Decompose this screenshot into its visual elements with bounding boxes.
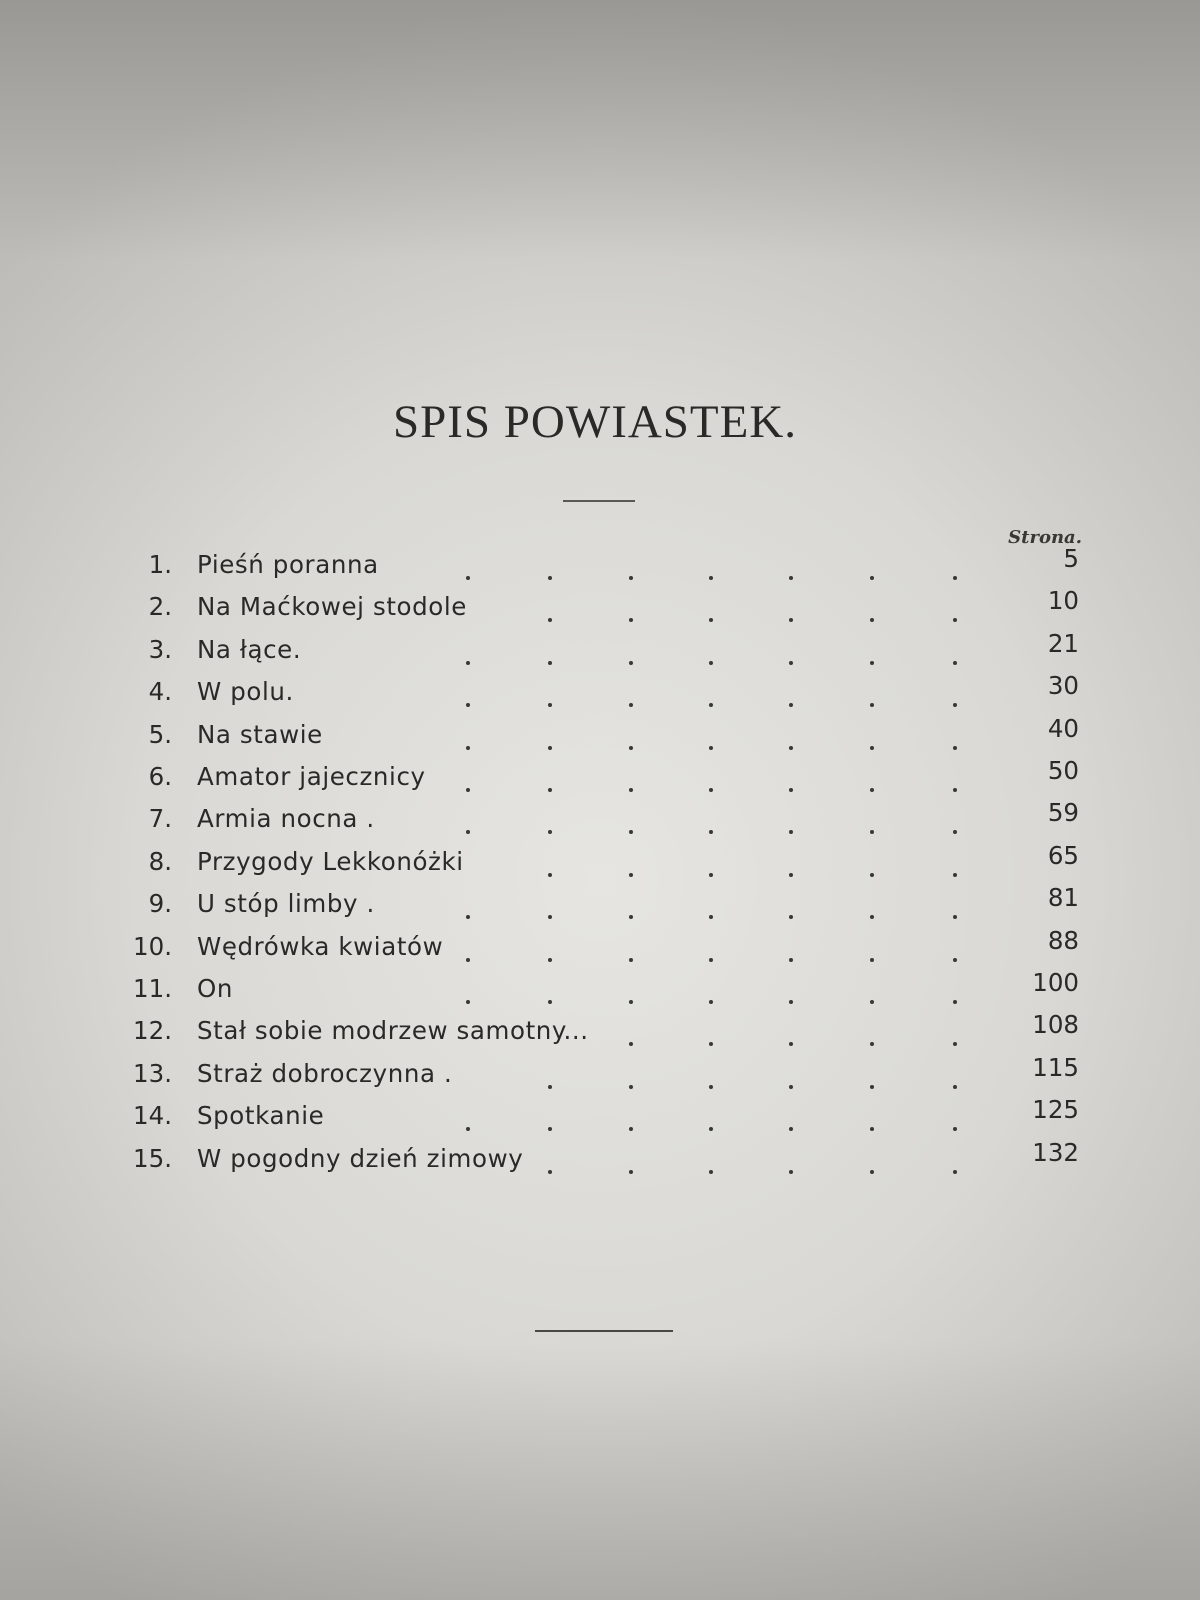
leader-dot — [709, 576, 713, 580]
leader-dot — [709, 915, 713, 919]
leader-dot — [953, 746, 957, 750]
toc-entry — [0, 1137, 1200, 1186]
leader-dot — [953, 915, 957, 919]
leader-dot — [629, 958, 633, 962]
leader-dot — [789, 915, 793, 919]
leader-dot — [548, 1127, 552, 1131]
entry-page-number: 5 — [1063, 544, 1079, 573]
leader-dot — [953, 830, 957, 834]
entry-number: 10. — [133, 931, 172, 961]
leader-dot — [466, 746, 470, 750]
leader-dot — [629, 788, 633, 792]
leader-dot — [953, 1000, 957, 1004]
top-shadow — [0, 0, 1200, 260]
entry-title: Stał sobie modrzew samotny... — [197, 1016, 589, 1046]
leader-dot — [789, 576, 793, 580]
leader-dot — [789, 746, 793, 750]
leader-dot — [953, 958, 957, 962]
leader-dot — [953, 661, 957, 665]
entry-page-number: 108 — [1032, 1010, 1079, 1040]
entry-title: Spotkanie — [197, 1101, 325, 1131]
leader-dot — [466, 1127, 470, 1131]
leader-dot — [870, 1170, 874, 1174]
entry-title: W polu. — [197, 677, 294, 707]
leader-dot — [629, 1085, 633, 1089]
entry-title: Na łące. — [197, 634, 302, 664]
leader-dot — [709, 1042, 713, 1046]
page-title: SPIS POWIASTEK. — [392, 396, 798, 448]
leader-dot — [870, 1042, 874, 1046]
leader-dot — [548, 830, 552, 834]
leader-dot — [953, 1170, 957, 1174]
leader-dot — [709, 958, 713, 962]
leader-dot — [789, 788, 793, 792]
leader-dot — [870, 958, 874, 962]
entry-page-number: 100 — [1032, 968, 1079, 997]
leader-dot — [548, 618, 552, 622]
page-column-label: Strona. — [1008, 527, 1082, 548]
leader-dot — [870, 661, 874, 665]
entry-page-number: 50 — [1047, 756, 1079, 785]
leader-dot — [548, 576, 552, 580]
leader-dot — [548, 746, 552, 750]
leader-dot — [709, 1000, 713, 1004]
entry-page-number: 125 — [1032, 1095, 1079, 1125]
entry-page-number: 115 — [1032, 1052, 1079, 1082]
leader-dot — [870, 618, 874, 622]
leader-dot — [466, 958, 470, 962]
leader-dot — [629, 1042, 633, 1046]
leader-dot — [466, 576, 470, 580]
leader-dot — [629, 1127, 633, 1131]
entry-title: Straż dobroczynna . — [197, 1058, 453, 1088]
leader-dot — [466, 915, 470, 919]
entry-title: Na Maćkowej stodole — [197, 592, 467, 622]
leader-dot — [870, 576, 874, 580]
leader-dot — [629, 830, 633, 834]
leader-dot — [629, 576, 633, 580]
leader-dot — [789, 1127, 793, 1131]
leader-dot — [548, 958, 552, 962]
leader-dot — [870, 1000, 874, 1004]
entry-title: W pogodny dzień zimowy — [197, 1143, 524, 1173]
leader-dot — [548, 915, 552, 919]
leader-dot — [466, 830, 470, 834]
leader-dot — [629, 1170, 633, 1174]
leader-dot — [870, 1085, 874, 1089]
leader-dot — [466, 703, 470, 707]
leader-dot — [629, 618, 633, 622]
leader-dot — [789, 830, 793, 834]
leader-dot — [870, 915, 874, 919]
bottom-shadow — [0, 1340, 1200, 1600]
leader-dot — [709, 618, 713, 622]
entry-page-number: 88 — [1047, 925, 1079, 955]
leader-dot — [709, 1085, 713, 1089]
leader-dot — [629, 703, 633, 707]
entry-number: 5. — [148, 719, 172, 749]
entry-number: 12. — [133, 1016, 172, 1046]
leader-dot — [953, 1042, 957, 1046]
entry-number: 6. — [148, 762, 172, 791]
leader-dot — [548, 1085, 552, 1089]
entry-title: Amator jajecznicy — [197, 762, 426, 791]
leader-dot — [548, 788, 552, 792]
leader-dot — [953, 1085, 957, 1089]
leader-dot — [548, 703, 552, 707]
entry-title: Na stawie — [197, 719, 323, 749]
leader-dot — [629, 873, 633, 877]
entry-page-number: 21 — [1047, 628, 1079, 658]
leader-dot — [466, 788, 470, 792]
leader-dot — [548, 873, 552, 877]
entry-number: 14. — [133, 1101, 172, 1131]
entry-number: 2. — [148, 592, 172, 622]
leader-dot — [548, 1170, 552, 1174]
leader-dot — [953, 576, 957, 580]
leader-dot — [709, 746, 713, 750]
leader-dot — [466, 1000, 470, 1004]
entry-page-number: 40 — [1047, 713, 1079, 743]
leader-dot — [789, 1042, 793, 1046]
leader-dot — [789, 1170, 793, 1174]
entry-title: Armia nocna . — [197, 804, 375, 834]
entry-number: 9. — [148, 889, 172, 919]
entry-number: 13. — [133, 1058, 172, 1088]
leader-dot — [870, 830, 874, 834]
leader-dot — [789, 1000, 793, 1004]
entry-number: 4. — [148, 677, 172, 707]
leader-dot — [953, 873, 957, 877]
leader-dot — [548, 661, 552, 665]
leader-dot — [629, 661, 633, 665]
title-divider — [563, 500, 635, 502]
entry-number: 3. — [148, 634, 172, 664]
entry-number: 11. — [133, 974, 172, 1003]
leader-dot — [466, 661, 470, 665]
leader-dot — [953, 788, 957, 792]
entry-title: Pieśń poranna — [197, 550, 379, 579]
leader-dot — [870, 873, 874, 877]
entry-title: Przygody Lekkonóżki — [197, 846, 464, 876]
leader-dot — [709, 873, 713, 877]
leader-dot — [789, 661, 793, 665]
entry-number: 1. — [148, 550, 172, 579]
entry-number: 15. — [133, 1143, 172, 1173]
leader-dot — [953, 703, 957, 707]
leader-dot — [709, 788, 713, 792]
entry-title: U stóp limby . — [197, 889, 375, 919]
leader-dot — [709, 661, 713, 665]
leader-dot — [629, 746, 633, 750]
leader-dot — [709, 830, 713, 834]
entry-title: Wędrówka kwiatów — [197, 931, 444, 961]
leader-dot — [629, 915, 633, 919]
leader-dot — [870, 746, 874, 750]
entry-title: On — [197, 974, 234, 1003]
leader-dot — [789, 618, 793, 622]
entry-page-number: 81 — [1047, 883, 1079, 913]
entry-page-number: 132 — [1032, 1137, 1079, 1167]
leader-dot — [953, 618, 957, 622]
leader-dot — [548, 1000, 552, 1004]
entry-page-number: 59 — [1047, 798, 1079, 828]
leader-dot — [789, 703, 793, 707]
entry-number: 7. — [148, 804, 172, 834]
closing-rule — [535, 1330, 673, 1332]
leader-dot — [870, 788, 874, 792]
entry-page-number: 30 — [1047, 671, 1079, 701]
leader-dot — [789, 958, 793, 962]
entry-page-number: 65 — [1047, 840, 1079, 870]
leader-dot — [709, 1127, 713, 1131]
leader-dot — [870, 703, 874, 707]
leader-dot — [709, 1170, 713, 1174]
leader-dot — [870, 1127, 874, 1131]
entry-page-number: 10 — [1047, 586, 1079, 616]
entry-number: 8. — [148, 846, 172, 876]
leader-dot — [789, 873, 793, 877]
leader-dot — [789, 1085, 793, 1089]
leader-dot — [709, 703, 713, 707]
leader-dot — [953, 1127, 957, 1131]
leader-dot — [629, 1000, 633, 1004]
